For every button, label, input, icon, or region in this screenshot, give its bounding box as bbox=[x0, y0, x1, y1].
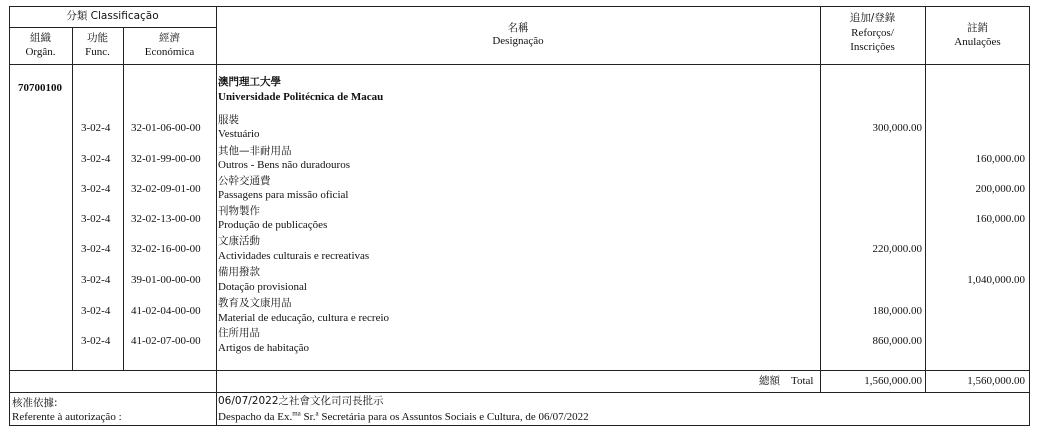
reforcos-value: 180,000.00 bbox=[872, 305, 922, 317]
econ-code: 39-01-00-00-00 bbox=[131, 274, 201, 286]
name-header-zh: 名稱 bbox=[507, 22, 529, 34]
item-name-zh: 備用撥款 bbox=[218, 266, 260, 278]
table-border-bottom bbox=[9, 425, 1030, 426]
anulacoes-header-pt: Anulações bbox=[954, 36, 1001, 48]
anulacoes-value: 200,000.00 bbox=[975, 183, 1025, 195]
basis-label-pt: Referente à autorização : bbox=[12, 411, 122, 423]
func-code: 3-02-4 bbox=[81, 122, 111, 134]
col-divider-name bbox=[820, 6, 821, 392]
org-name-pt: Universidade Politécnica de Macau bbox=[218, 91, 384, 103]
item-name-pt: Dotação provisional bbox=[218, 281, 307, 293]
approval-text-part-a: Despacho da Ex. bbox=[218, 411, 293, 423]
func-header-zh: 功能 bbox=[87, 32, 108, 44]
org-code: 70700100 bbox=[18, 82, 62, 94]
item-name-zh: 其他—非耐用品 bbox=[218, 145, 292, 157]
header-bottom-line bbox=[9, 64, 1030, 65]
item-name-zh: 住所用品 bbox=[218, 327, 260, 339]
reforcos-header-pt2: Inscrições bbox=[850, 41, 895, 53]
anulacoes-header-zh: 註銷 bbox=[967, 22, 988, 34]
basis-label-zh: 核准依據: bbox=[12, 397, 58, 409]
item-name-pt: Artigos de habitação bbox=[218, 342, 310, 354]
item-name-pt: Passagens para missão oficial bbox=[218, 189, 349, 201]
econ-code: 41-02-04-00-00 bbox=[131, 305, 201, 317]
func-code: 3-02-4 bbox=[81, 153, 111, 165]
econ-header-zh: 經濟 bbox=[159, 32, 180, 44]
item-name-zh: 服裝 bbox=[218, 114, 239, 126]
total-top-line bbox=[9, 370, 1030, 371]
func-code: 3-02-4 bbox=[81, 213, 111, 225]
item-name-pt: Actividades culturais e recreativas bbox=[218, 250, 370, 262]
total-bottom-line bbox=[9, 392, 1030, 393]
col-divider-reforcos bbox=[925, 6, 926, 392]
anulacoes-value: 160,000.00 bbox=[975, 213, 1025, 225]
table-border-right bbox=[1029, 6, 1030, 426]
approval-text-zh: 06/07/2022之社會文化司司長批示 bbox=[218, 395, 384, 407]
reforcos-value: 860,000.00 bbox=[872, 335, 922, 347]
total-label-zh: 總額 bbox=[759, 375, 780, 387]
approval-text-part-c: Secretária para os Assuntos Sociais e Cultura, de 06/07/2022 bbox=[318, 411, 589, 423]
name-header-pt: Designação bbox=[492, 35, 544, 47]
econ-code: 32-02-09-01-00 bbox=[131, 183, 201, 195]
reforcos-value: 220,000.00 bbox=[872, 243, 922, 255]
econ-code: 41-02-07-00-00 bbox=[131, 335, 201, 347]
func-code: 3-02-4 bbox=[81, 335, 111, 347]
total-reforcos: 1,560,000.00 bbox=[864, 375, 922, 387]
reforcos-value: 300,000.00 bbox=[872, 122, 922, 134]
approval-text-pt bbox=[218, 411, 589, 424]
table-border-top bbox=[9, 6, 1030, 7]
org-name-zh: 澳門理工大學 bbox=[218, 76, 281, 88]
classification-header: 分類 Classificação bbox=[66, 10, 159, 22]
item-name-zh: 刊物製作 bbox=[218, 205, 260, 217]
econ-header-pt: Económica bbox=[144, 46, 195, 58]
func-code: 3-02-4 bbox=[81, 183, 111, 195]
classification-divider bbox=[9, 27, 216, 28]
approval-text-sup-1: ma bbox=[292, 409, 301, 418]
item-name-zh: 文康活動 bbox=[218, 235, 260, 247]
total-label-pt: Total bbox=[791, 375, 814, 387]
reforcos-header-pt1: Reforços/ bbox=[851, 27, 894, 39]
approval-text-part-b: Sr. bbox=[300, 411, 316, 423]
total-anulacoes: 1,560,000.00 bbox=[967, 375, 1025, 387]
econ-code: 32-01-06-00-00 bbox=[131, 122, 201, 134]
func-code: 3-02-4 bbox=[81, 243, 111, 255]
anulacoes-value: 1,040,000.00 bbox=[967, 274, 1025, 286]
item-name-zh: 教育及文康用品 bbox=[218, 297, 292, 309]
func-code: 3-02-4 bbox=[81, 274, 111, 286]
reforcos-header-zh: 追加/登錄 bbox=[849, 12, 896, 24]
approval-text-sup-2: a bbox=[315, 409, 319, 418]
anulacoes-value: 160,000.00 bbox=[975, 153, 1025, 165]
col-divider-func bbox=[123, 27, 124, 370]
item-name-pt: Produção de publicações bbox=[218, 219, 328, 231]
item-name-pt: Material de educação, cultura e recreio bbox=[218, 312, 390, 324]
org-header-pt: Orgân. bbox=[25, 46, 56, 58]
budget-table bbox=[9, 6, 1030, 426]
econ-code: 32-01-99-00-00 bbox=[131, 153, 201, 165]
econ-code: 32-02-16-00-00 bbox=[131, 243, 201, 255]
org-header-zh: 組織 bbox=[30, 32, 51, 44]
func-code: 3-02-4 bbox=[81, 305, 111, 317]
col-divider-econ bbox=[216, 6, 217, 426]
item-name-zh: 公幹交通費 bbox=[218, 175, 271, 187]
col-divider-org bbox=[72, 27, 73, 370]
func-header-pt: Func. bbox=[85, 46, 110, 58]
table-border-left bbox=[9, 6, 10, 426]
item-name-pt: Vestuário bbox=[218, 128, 260, 140]
econ-code: 32-02-13-00-00 bbox=[131, 213, 201, 225]
item-name-pt: Outros - Bens não duradouros bbox=[218, 159, 350, 171]
